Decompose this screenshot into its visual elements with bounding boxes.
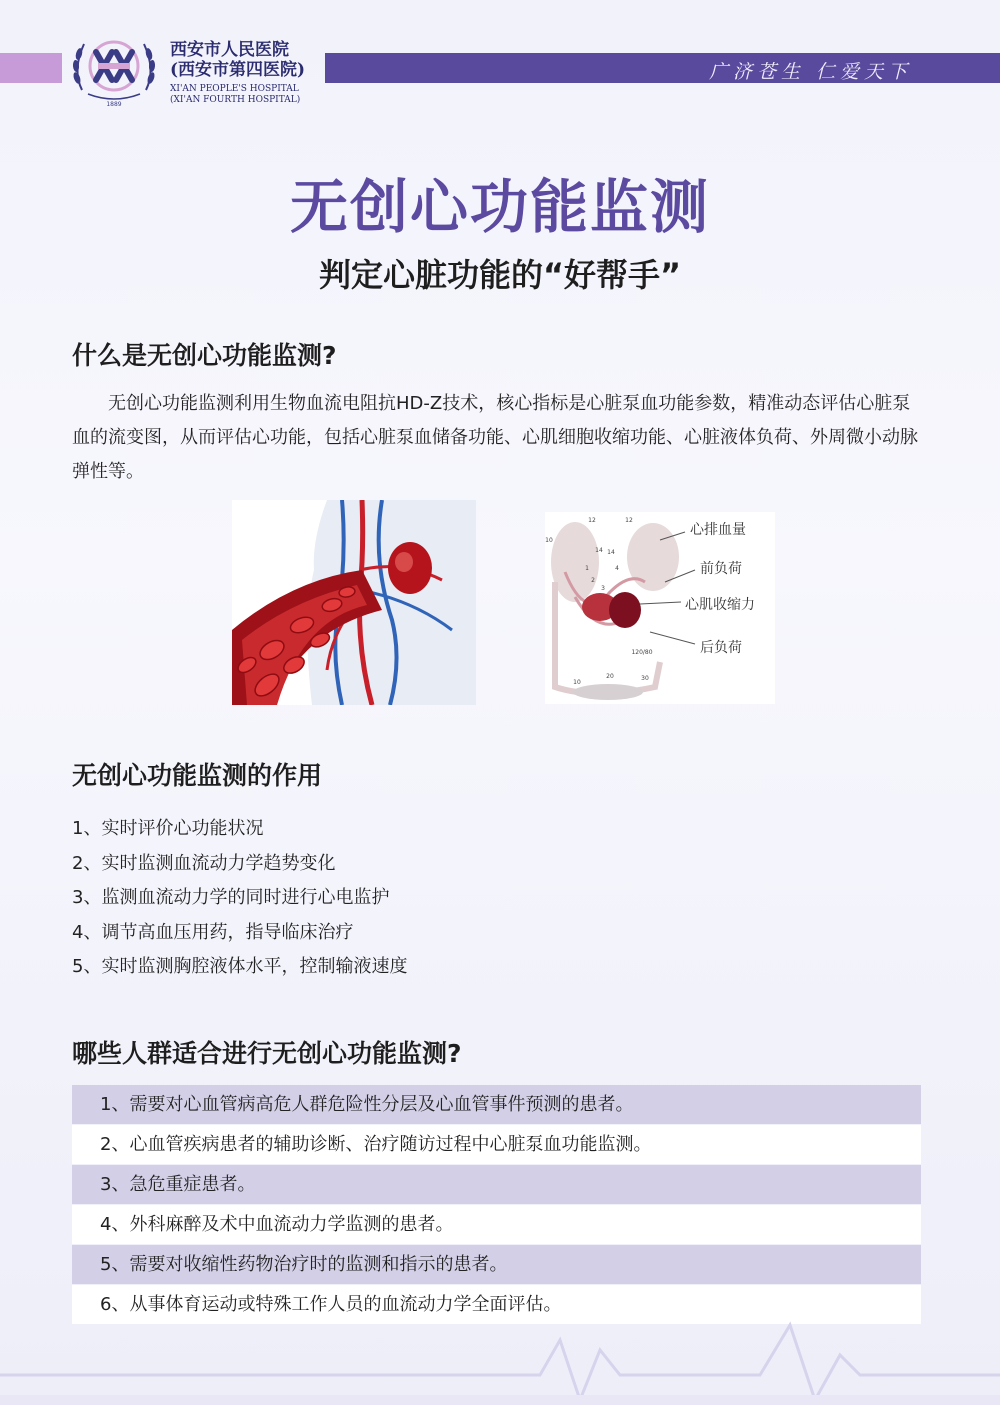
hospital-name-line2: (西安市第四医院) (170, 60, 306, 80)
ekg-wave-decoration (0, 1320, 1000, 1405)
label-cardiac-output: 心排血量 (690, 522, 746, 538)
schematic-num-1: 12 (625, 517, 633, 524)
hospital-name-en (170, 84, 300, 106)
header-left-bar (0, 53, 62, 83)
hospital-logo (68, 30, 160, 110)
section-heading-who: 哪些人群适合进行无创心功能监测? (72, 1039, 462, 1068)
label-contractility: 心肌收缩力 (685, 597, 755, 613)
schematic-num-12: 30 (641, 675, 649, 682)
schematic-num-7: 4 (615, 565, 619, 572)
page-subtitle: 判定心脏功能的“好帮手” (318, 256, 682, 294)
logo-year: 1889 (106, 101, 122, 108)
schematic-num-8: 3 (601, 585, 605, 592)
table-row: 3、急危重症患者。 (72, 1165, 921, 1204)
list-item: 2、实时监测血流动力学趋势变化 (72, 852, 336, 874)
uses-list (72, 815, 407, 988)
table-row: 6、从事体育运动或特殊工作人员的血流动力学全面评估。 (72, 1285, 921, 1324)
hospital-name-line1: 西安市人民医院 (170, 40, 289, 60)
schematic-num-9: 120/80 (631, 649, 653, 656)
list-item: 1、实时评价心功能状况 (72, 818, 264, 839)
circulation-illustration (232, 500, 476, 705)
table-row: 1、需要对心血管病高危人群危险性分层及心血管事件预测的患者。 (72, 1085, 921, 1124)
schematic-num-2: 10 (545, 537, 553, 544)
hospital-name-en-line2: (XI'AN FOURTH HOSPITAL) (170, 95, 301, 105)
label-afterload: 后负荷 (700, 640, 742, 656)
list-item: 3、监测血流动力学的同时进行心电监护 (72, 887, 390, 908)
schematic-num-5: 2 (591, 577, 595, 584)
section-heading-what: 什么是无创心功能监测? (72, 341, 337, 370)
hospital-name-cn (170, 40, 305, 80)
hospital-name-en-line1: XI'AN PEOPLE'S HOSPITAL (170, 84, 299, 94)
page-title: 无创心功能监测 (289, 173, 710, 241)
schematic-num-6: 1 (585, 565, 589, 572)
schematic-num-4: 14 (607, 549, 615, 556)
hospital-slogan: 广济苍生 仁爱天下 (708, 61, 912, 83)
schematic-num-11: 20 (606, 673, 614, 680)
label-preload: 前负荷 (700, 561, 742, 577)
schematic-num-0: 12 (588, 517, 596, 524)
section-paragraph-what: 无创心功能监测利用生物血流电阻抗HD-Z技术，核心指标是心脏泵血功能参数，精准动态评估心脏泵血的流变图，从而评估心功能，包括心脏泵血储备功能、心肌细胞收缩功能、心脏液体负荷、外周微小动脉弹性等。 (72, 393, 918, 482)
table-row: 4、外科麻醉及术中血流动力学监测的患者。 (72, 1205, 921, 1244)
schematic-num-3: 14 (595, 547, 603, 554)
table-row: 2、心血管疾病患者的辅助诊断、治疗随访过程中心脏泵血功能监测。 (72, 1125, 921, 1164)
section-heading-uses: 无创心功能监测的作用 (72, 761, 323, 790)
schematic-num-10: 10 (573, 679, 581, 686)
list-item: 4、调节高血压用药，指导临床治疗 (72, 921, 354, 943)
list-item: 5、实时监测胸腔液体水平，控制输液速度 (72, 956, 408, 977)
eligible-population-table (72, 1085, 921, 1325)
table-row: 5、需要对收缩性药物治疗时的监测和指示的患者。 (72, 1245, 921, 1284)
